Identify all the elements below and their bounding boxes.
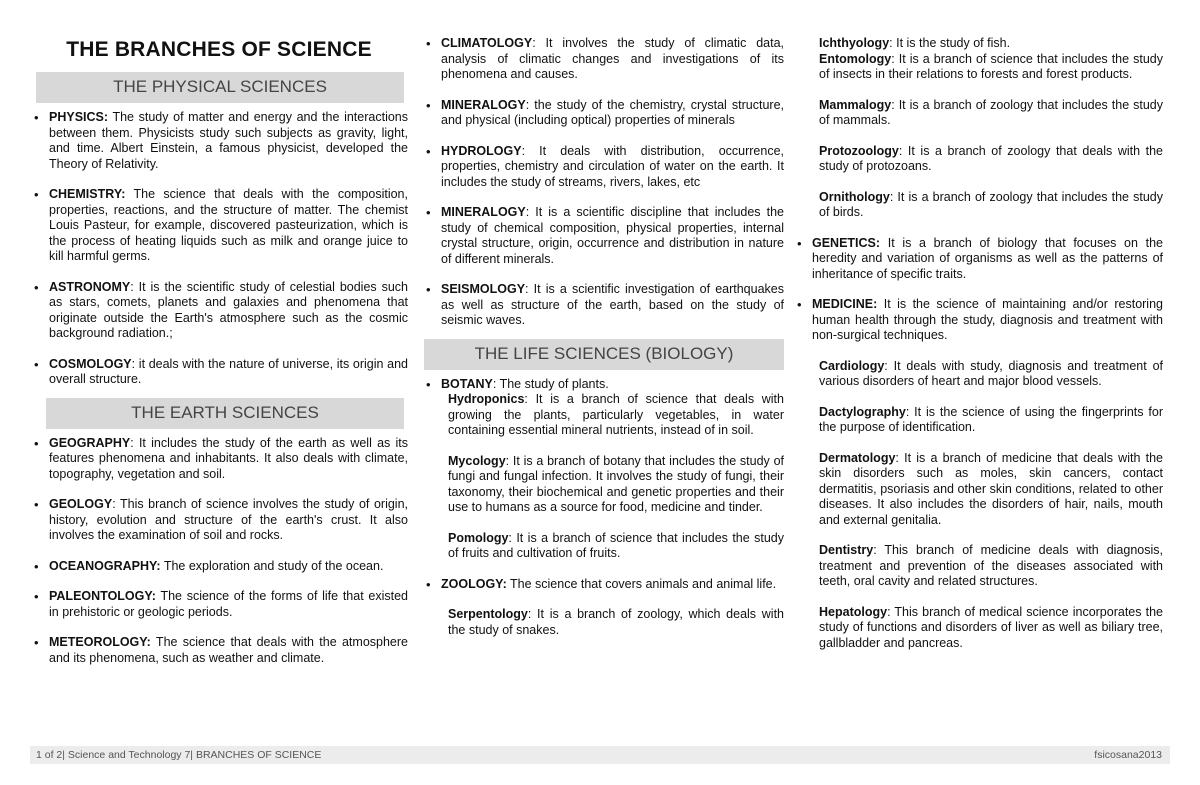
page-footer xyxy=(30,746,1170,764)
sub-item xyxy=(793,144,1163,175)
sub-text: : It is a branch of botany that includes the study of fungi and fungal infection. It involves the study of fungi, their taxonomy, their biochemical and genetic properties and their use to humans as a source for food, medicine and tinder. xyxy=(448,453,784,514)
sub-term: Mycology xyxy=(448,453,506,468)
footer-right: fsicosana2013 xyxy=(1094,749,1162,761)
item-term: GEOLOGY xyxy=(49,497,113,511)
item-term: BOTANY xyxy=(441,376,493,391)
list-item xyxy=(422,36,784,83)
item-text: : It deals with distribution, occurrence, properties, chemistry and circulation of water on the earth. It includes the study of streams, rivers, lakes, etc xyxy=(441,143,784,189)
sub-item xyxy=(793,605,1163,652)
item-text: : It involves the study of climatic data, analysis of climatic changes and investigations of its phenomena and causes. xyxy=(441,36,784,81)
item-text: : the study of the chemistry, crystal structure, and physical (including optical) properties of minerals xyxy=(441,97,784,127)
item-term: MINERALOGY xyxy=(441,205,526,219)
sub-term: Mammalogy xyxy=(819,97,892,112)
footer-left: 1 of 2| Science and Technology 7| BRANCHES OF SCIENCE xyxy=(36,749,322,761)
sub-item xyxy=(793,52,1163,83)
list-item xyxy=(422,144,784,191)
item-text: : It includes the study of the earth as well as its features phenomena and inhabitants. It also deals with climate, topography, vegetation and soil. xyxy=(49,435,408,481)
list-item-zoology xyxy=(422,577,784,593)
section-heading-life: THE LIFE SCIENCES (BIOLOGY) xyxy=(424,339,784,370)
column-3 xyxy=(793,36,1163,651)
list-item xyxy=(30,559,408,575)
item-term: ZOOLOGY: xyxy=(441,576,507,591)
item-term: HYDROLOGY xyxy=(441,143,522,158)
item-text: : It is a scientific investigation of earthquakes as well as structure of the earth, based on the study of seismic waves. xyxy=(441,282,784,327)
physical-list xyxy=(30,110,408,388)
item-text: : It is the scientific study of celestial bodies such as stars, comets, planets and galaxies and phenomena that originate outside the Earth's atmosphere such as the cosmic background radiation.; xyxy=(49,279,408,340)
section-heading-earth: THE EARTH SCIENCES xyxy=(46,398,404,429)
item-text: The study of matter and energy and the interactions between them. Physicists study such subjects as gravity, light, and time. Albert Einstein, a famous physicist, developed the Theory of Relativity. xyxy=(49,110,408,171)
list-item xyxy=(30,187,408,265)
sub-text: : It is a branch of zoology, which deals with the study of snakes. xyxy=(448,607,784,637)
sub-item xyxy=(422,392,784,439)
item-text: It is a branch of biology that focuses on the heredity and variation of organisms as well as the patterns of inheritance of specific traits. xyxy=(812,235,1163,281)
sub-item xyxy=(793,36,1163,52)
sub-item xyxy=(422,454,784,516)
sub-item xyxy=(793,98,1163,129)
list-item-medicine xyxy=(793,297,1163,344)
earth-list-2 xyxy=(422,36,784,329)
sub-text: : It deals with study, diagnosis and treatment of various disorders of heart and major blood vessels. xyxy=(819,358,1163,388)
sub-item xyxy=(422,531,784,562)
life-list-2 xyxy=(422,577,784,593)
sub-term: Hydroponics xyxy=(448,392,525,406)
sub-item xyxy=(793,359,1163,390)
item-text: : It is a scientific discipline that includes the study of chemical composition, physical properties, internal crystal structure, origin, occurrence and distribution in nature of different minerals. xyxy=(441,205,784,266)
item-term: OCEANOGRAPHY: xyxy=(49,558,161,573)
list-item xyxy=(422,98,784,129)
item-text: The science of the forms of life that existed in prehistoric or geologic periods. xyxy=(49,589,408,619)
sub-item xyxy=(793,451,1163,529)
column-2 xyxy=(422,36,784,638)
column-1 xyxy=(30,30,408,666)
sub-term: Pomology xyxy=(448,530,509,545)
list-item xyxy=(30,280,408,342)
item-term: MEDICINE: xyxy=(812,297,878,311)
item-text: The science that deals with the atmosphere and its phenomena, such as weather and climate. xyxy=(49,635,408,665)
section-heading-physical: THE PHYSICAL SCIENCES xyxy=(36,72,404,103)
page-title: THE BRANCHES OF SCIENCE xyxy=(66,38,372,61)
item-term: CHEMISTRY: xyxy=(49,187,126,201)
sub-item xyxy=(793,190,1163,221)
item-term: ASTRONOMY xyxy=(49,279,131,294)
sub-term: Serpentology xyxy=(448,607,528,621)
list-item xyxy=(422,205,784,267)
list-item xyxy=(30,497,408,544)
sub-text: : It is a branch of zoology that includes the study of birds. xyxy=(819,189,1163,219)
item-term: SEISMOLOGY xyxy=(441,282,526,296)
sub-term: Cardiology xyxy=(819,358,885,373)
sub-text: : This branch of medical science incorporates the study of functions and disorders of liver as well as biliary tree, gallbladder and pancreas. xyxy=(819,604,1163,650)
item-term: COSMOLOGY xyxy=(49,356,132,371)
item-text: : The study of plants. xyxy=(492,376,609,391)
item-text: The science that covers animals and animal life. xyxy=(506,576,777,591)
earth-list-1 xyxy=(30,436,408,667)
sub-term: Dermatology xyxy=(819,450,896,465)
item-term: GEOGRAPHY xyxy=(49,435,131,450)
sub-term: Dentistry xyxy=(819,543,874,557)
sub-term: Hepatology xyxy=(819,604,888,619)
sub-text: : It is the science of using the fingerprints for the purpose of identification. xyxy=(819,404,1163,434)
list-item-botany xyxy=(422,377,784,393)
sub-text: : It is a branch of science that includes the study of fruits and cultivation of fruits. xyxy=(448,530,784,560)
sub-term: Ichthyology xyxy=(819,36,890,50)
item-text: : This branch of science involves the study of origin, history, evolution and structure of the earth's crust. It also involves the examination of soil and rocks. xyxy=(49,497,408,542)
sub-text: : It is a branch of science that deals with growing the plants, particularly vegetables, in water containing essential mineral nutrients, instead of in soil. xyxy=(448,392,784,437)
item-text: The science that deals with the composition, properties, reactions, and the structure of matter. The chemist Louis Pasteur, for example, discovered pasteurization, which is the process of heating liquids such as milk and orange juice to kill harmful germs. xyxy=(49,187,408,263)
list-item xyxy=(30,635,408,666)
sub-text: : This branch of medicine deals with diagnosis, treatment and prevention of the diseases associated with teeth, oral cavity and related structures. xyxy=(819,543,1163,588)
item-text: It is the science of maintaining and/or restoring human health through the study, diagnosis and treatment with non-surgical techniques. xyxy=(812,297,1163,342)
list-item xyxy=(30,589,408,620)
sub-term: Entomology xyxy=(819,51,892,66)
item-term: GENETICS: xyxy=(812,235,881,250)
item-text: The exploration and study of the ocean. xyxy=(160,558,384,573)
item-term: MINERALOGY xyxy=(441,97,526,112)
sub-item xyxy=(793,405,1163,436)
list-item-genetics xyxy=(793,236,1163,283)
sub-item xyxy=(793,543,1163,590)
sub-item xyxy=(422,607,784,638)
list-item xyxy=(30,357,408,388)
item-term: PHYSICS: xyxy=(49,110,109,124)
sub-text: : It is a branch of medicine that deals with the skin disorders such as moles, skin cancers, contact dermatitis, psoriasis and other skin conditions, related to other diseases. It also includes the disorders of hair, nails, mouth and external genitalia. xyxy=(819,450,1163,527)
sub-term: Protozoology xyxy=(819,143,899,158)
sub-term: Ornithology xyxy=(819,189,890,204)
item-term: METEOROLOGY: xyxy=(49,635,151,649)
item-term: PALEONTOLOGY: xyxy=(49,589,156,603)
list-item xyxy=(30,436,408,483)
list-item xyxy=(422,282,784,329)
sub-term: Dactylography xyxy=(819,404,906,419)
item-term: CLIMATOLOGY xyxy=(441,36,533,50)
life-list-3 xyxy=(793,236,1163,344)
sub-text: : It is a branch of zoology that includes the study of mammals. xyxy=(819,97,1163,127)
sub-text: : It is a branch of science that includes the study of insects in their relations to forests and forest products. xyxy=(819,51,1163,81)
item-text: : it deals with the nature of universe, its origin and overall structure. xyxy=(49,356,408,386)
list-item xyxy=(30,110,408,172)
sub-text: : It is the study of fish. xyxy=(889,36,1011,50)
sub-text: : It is a branch of zoology that deals with the study of protozoans. xyxy=(819,143,1163,173)
life-list-1 xyxy=(422,377,784,393)
